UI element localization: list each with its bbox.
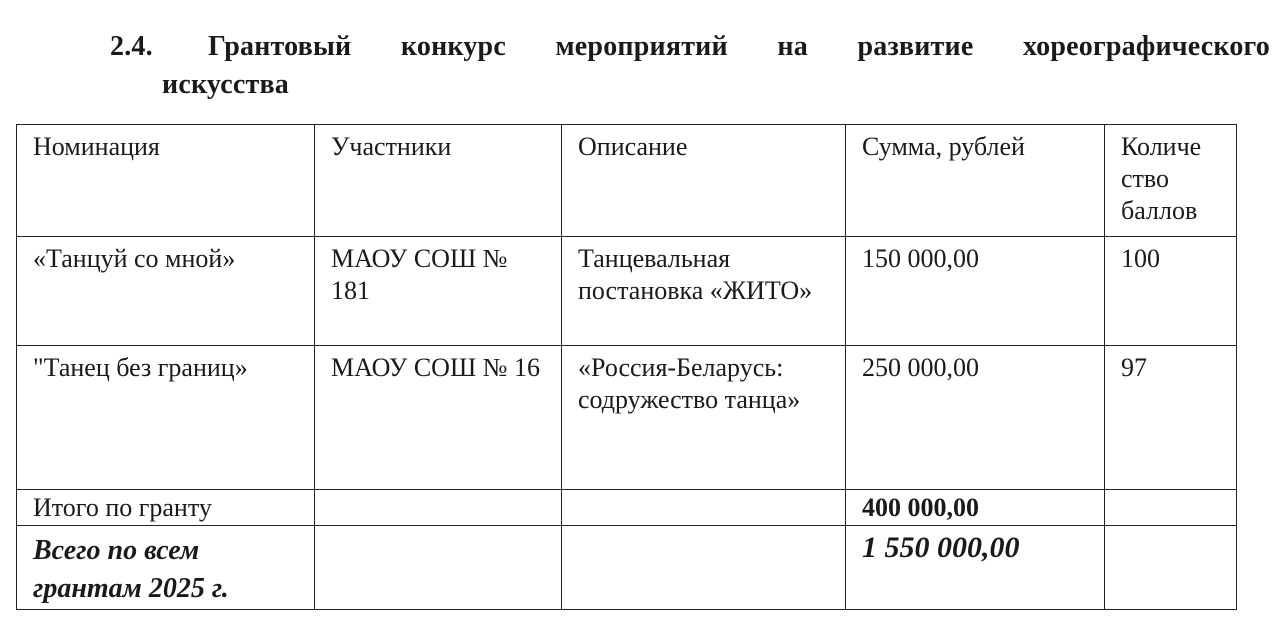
total-row — [17, 490, 1237, 526]
cell-nomination: «Танцуй со мной» — [17, 237, 315, 346]
section-number: 2.4. — [110, 31, 153, 62]
header-sum: Сумма, рублей — [846, 125, 1105, 237]
empty-cell — [1105, 526, 1237, 610]
section-title-continuation: искусства — [162, 69, 289, 100]
section-heading — [110, 28, 1270, 104]
header-nomination: Номинация — [17, 125, 315, 237]
header-participants: Участники — [315, 125, 562, 237]
cell-participants: МАОУ СОШ № 16 — [315, 346, 562, 490]
cell-sum: 150 000,00 — [846, 237, 1105, 346]
total-label: Итого по гранту — [17, 490, 315, 526]
cell-score: 100 — [1105, 237, 1237, 346]
cell-sum: 250 000,00 — [846, 346, 1105, 490]
total-sum: 400 000,00 — [846, 490, 1105, 526]
table-row — [17, 237, 1237, 346]
table-row — [17, 346, 1237, 490]
cell-description: Танцевальная постановка «ЖИТО» — [562, 237, 846, 346]
empty-cell — [315, 490, 562, 526]
header-description: Описание — [562, 125, 846, 237]
section-title-word: хореографического — [1023, 31, 1270, 62]
empty-cell — [1105, 490, 1237, 526]
section-title — [208, 28, 1270, 66]
section-title-word: на — [777, 31, 808, 62]
section-title-word: Грантовый — [208, 31, 352, 62]
section-title-word: развитие — [857, 31, 974, 62]
empty-cell — [562, 526, 846, 610]
grant-table — [16, 124, 1237, 610]
section-title-word: конкурс — [400, 31, 506, 62]
cell-participants: МАОУ СОШ № 181 — [315, 237, 562, 346]
cell-score: 97 — [1105, 346, 1237, 490]
cell-description: «Россия-Беларусь: содружество танца» — [562, 346, 846, 490]
grand-total-row — [17, 526, 1237, 610]
section-title-word: мероприятий — [555, 31, 728, 62]
grand-total-sum: 1 550 000,00 — [846, 526, 1105, 610]
empty-cell — [562, 490, 846, 526]
grand-total-label: Всего по всем грантам 2025 г. — [17, 526, 315, 610]
table-header-row — [17, 125, 1237, 237]
cell-nomination: "Танец без границ» — [17, 346, 315, 490]
header-score: Количе ство баллов — [1105, 125, 1237, 237]
empty-cell — [315, 526, 562, 610]
